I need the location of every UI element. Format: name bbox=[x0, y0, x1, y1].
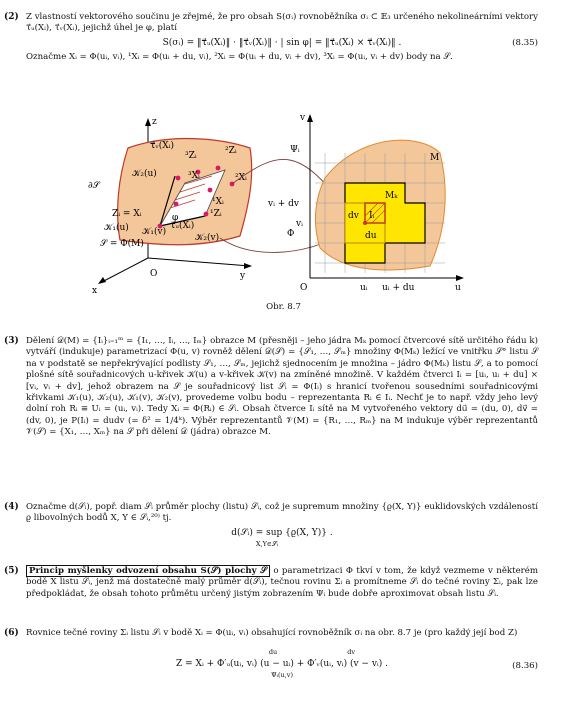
label-z1: ¹Zᵢ bbox=[210, 209, 222, 219]
label-zx: Zᵢ = Xᵢ bbox=[112, 209, 142, 219]
item-5-text bbox=[26, 566, 538, 600]
item-5-body: o parametrizaci Φ tkví v tom, že když vezmeme v některém bodě X listu 𝒮ᵢ, jenž má dostatečně malý průměr d(𝒮ᵢ), tečnou rovinu Σᵢ a promítneme 𝒮ᵢ do tečné roviny Σᵢ, pak lze předpokládat, že obsah tohoto průmětu určený jistým zobrazením Ψᵢ bude dobře aproximovat obsah listu 𝒮ᵢ. bbox=[26, 566, 538, 599]
label-tv: τ⃗ᵥ(Xᵢ) bbox=[150, 141, 175, 151]
item-2-text: Z vlastností vektorového součinu je zřejmé, že pro obsah S(σᵢ) rovnoběžníka σᵢ ⊂ 𝔼₃ určeného nekolineárními vektory τ⃗ᵤ(Xᵢ), τ⃗ᵥ(Xᵢ), jejichž úhel je φ, platí bbox=[26, 12, 538, 34]
label-M: M bbox=[430, 153, 440, 163]
axis-label-x: x bbox=[92, 286, 98, 296]
label-tu: τ⃗ᵤ(Xᵢ) bbox=[170, 221, 195, 231]
item-4-text: Označme d(𝒮ᵢ), popř. diam 𝒮ᵢ průměr plochy (listu) 𝒮ᵢ, což je supremum množiny {ϱ(X, Y)} euklidovských vzdáleností ϱ libovolných bodů X, Y ∈ 𝒮ᵢ,²⁰⁾ tj. bbox=[26, 502, 538, 524]
figure-8-7 bbox=[0, 108, 567, 298]
label-k1u: 𝒦₁(u) bbox=[104, 223, 129, 233]
item-5 bbox=[4, 566, 538, 600]
label-vi: vᵢ bbox=[296, 219, 303, 229]
label-ui: uᵢ bbox=[360, 283, 368, 293]
origin-label-right: O bbox=[300, 283, 308, 293]
item-2-text-2: Označme Xᵢ = Φ(uᵢ, vᵢ), ¹Xᵢ = Φ(uᵢ + du, vᵢ), ²Xᵢ = Φ(uᵢ + du, vᵢ + dv), ³Xᵢ = Φ(uᵢ, vᵢ + dv) body na 𝒮. bbox=[26, 52, 453, 63]
label-k1v: 𝒦₁(v) bbox=[142, 227, 167, 237]
item-number: (6) bbox=[4, 628, 19, 638]
label-Phi: Φ bbox=[287, 229, 295, 239]
equation-8-36 bbox=[26, 647, 538, 681]
equation-body: d(𝒮ᵢ) = sup {ϱ(X, Y)} . bbox=[231, 527, 333, 538]
axis-label-v: v bbox=[300, 113, 306, 123]
label-du: du bbox=[365, 231, 377, 241]
label-x2: ²Xᵢ bbox=[235, 173, 247, 183]
equation-8-35 bbox=[26, 38, 538, 49]
label-ui-du: uᵢ + du bbox=[382, 283, 415, 293]
equation-body: Z = Xᵢ + Φ′ᵤ(uᵢ, vᵢ) (u − uᵢ) + Φ′ᵥ(uᵢ, vᵢ) (v − vᵢ) . bbox=[176, 658, 388, 669]
item-number: (5) bbox=[4, 566, 19, 576]
item-3 bbox=[4, 336, 538, 439]
item-4 bbox=[4, 502, 538, 554]
figure-caption: Obr. 8.7 bbox=[266, 302, 301, 312]
label-vi-dv: vᵢ + dv bbox=[268, 199, 300, 209]
axis-label-z: z bbox=[152, 117, 157, 127]
item-6-text: Rovnice tečné roviny Σᵢ listu 𝒮ᵢ v bodě Xᵢ = Φ(uᵢ, vᵢ) obsahující rovnoběžník σᵢ na obr. 8.7 je (pro každý její bod Z) bbox=[26, 628, 518, 638]
surface-diagram bbox=[88, 117, 252, 296]
label-x3: ³Xᵢ bbox=[188, 171, 200, 181]
label-x1: ¹Xᵢ bbox=[212, 197, 224, 207]
origin-label: O bbox=[150, 269, 158, 279]
item-number: (3) bbox=[4, 336, 19, 346]
axis-label-u: u bbox=[455, 283, 461, 293]
label-k2u: 𝒦₂(u) bbox=[132, 169, 157, 179]
item-3-text: Dělení 𝒟(M) = {Iᵢ}ᵢ₌₁ᵐ = {I₁, …, Iᵢ, …, Iₘ} obrazce M (přesněji – jeho jádra Mₖ pomocí čtvercové sítě určitého řádu k) vytváří (indukuje) parametrizací Φ(u, v) rovněž dělení 𝒟(𝒮) = {𝒮₁, …, 𝒮ₘ} množiny Φ(Mₖ) ležící ve vnitřku 𝒮° listu 𝒮 na v podstatě se nepřekrývající podlisty 𝒮₁, …, 𝒮ₘ, jejichž sjednocením je množina – jádro Φ(Mₖ) listu 𝒮, a to pomocí plošné sítě souřadnicových u-křivek 𝒦(u) a v-křivek 𝒦(v) na zmíněné množině. V každém čtverci Iᵢ = [uᵢ, uᵢ + du] × [vᵢ, vᵢ + dv], jehož obrazem na 𝒮 je souřadnicový list 𝒮ᵢ = Φ(Iᵢ) s hranicí tvořenou sousedními souřadnicovými křivkami 𝒦₁(u), 𝒦₂(u), 𝒦₁(v), 𝒦₂(v), provedeme volbu bodu – reprezentanta Rᵢ ∈ Iᵢ. Nechť je to např. vždy jeho levý dolní roh Rᵢ ≡ Uᵢ = (uᵢ, vᵢ). Tedy Xᵢ = Φ(Rᵢ) ∈ 𝒮ᵢ. Obsah čtverce Iᵢ sítě na M vytvořeného vektory du⃗ = (du, 0), dv⃗ = (dv, 0), je P(Iᵢ) = dudv (= δ² = 1/4ᵏ). Výběr reprezentantů 𝒱(M) = {R₁, …, Rₘ} na M indukuje výběr reprezentantů 𝒱(𝒮) = {X₁, …, Xₘ} na 𝒮 při dělení 𝒟 (jádra) obrazce M. bbox=[26, 336, 538, 438]
label-dv: dv bbox=[348, 211, 359, 221]
item-2 bbox=[4, 12, 538, 64]
item-6 bbox=[4, 628, 538, 685]
item-number: (2) bbox=[4, 12, 19, 22]
label-Mk: Mₖ bbox=[385, 191, 398, 201]
label-Ii: Iᵢ bbox=[369, 211, 375, 221]
axis-label-y: y bbox=[240, 271, 246, 281]
overbrace-dv: dv bbox=[347, 648, 356, 657]
boxed-principle: Princip myšlenky odvození obsahu S(𝒮) plochy 𝒮 bbox=[26, 565, 270, 577]
equation-number: (8.35) bbox=[512, 37, 538, 48]
item-number: (4) bbox=[4, 502, 19, 512]
label-z2: ²Zᵢ bbox=[225, 146, 237, 156]
parameter-domain bbox=[267, 113, 464, 293]
label-s: 𝒮 = Φ(M) bbox=[100, 239, 144, 249]
underbrace-psi: Ψᵢ(u,v) bbox=[270, 671, 293, 680]
equation-diam bbox=[26, 528, 538, 551]
equation-body: S(σᵢ) = ‖τ⃗ᵤ(Xᵢ)‖ · ‖τ⃗ᵥ(Xᵢ)‖ · | sin φ| = ‖τ⃗ᵤ(Xᵢ) × τ⃗ᵥ(Xᵢ)‖ . bbox=[162, 37, 402, 48]
label-ds: ∂𝒮 bbox=[88, 181, 100, 191]
equation-subscript: X,Y∈𝒮ᵢ bbox=[255, 540, 279, 549]
axis-label-psi: Ψᵢ bbox=[290, 145, 300, 155]
label-z3: ³Zᵢ bbox=[185, 151, 197, 161]
label-phi: φ bbox=[172, 213, 179, 223]
label-k2v: 𝒦₂(v) bbox=[195, 233, 220, 243]
overbrace-du: du bbox=[268, 648, 278, 657]
equation-number: (8.36) bbox=[512, 661, 538, 672]
